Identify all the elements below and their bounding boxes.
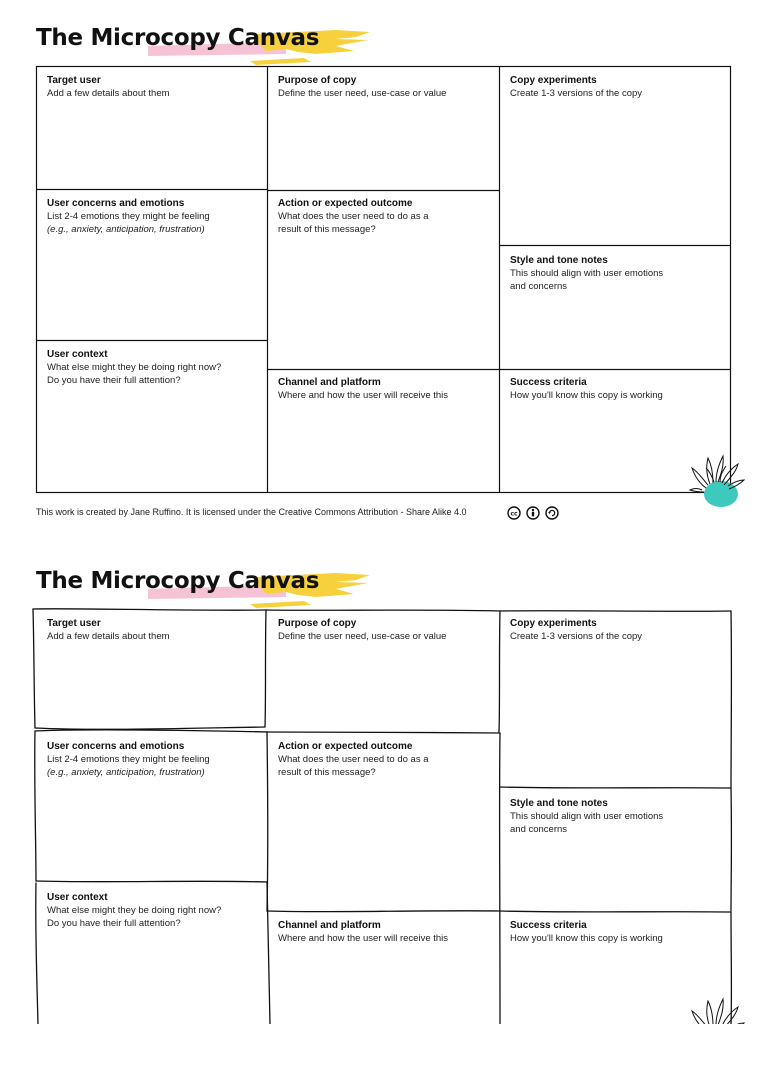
cell-description: Define the user need, use-case or value	[278, 631, 447, 642]
cell-description: Where and how the user will receive this	[278, 933, 449, 944]
cell-action-outcome[interactable]	[278, 740, 429, 779]
cell-description: Add a few details about them	[47, 88, 170, 99]
cell-success-criteria[interactable]	[510, 376, 663, 402]
cell-heading: User context	[47, 349, 108, 360]
cell-description: Do you have their full attention?	[47, 375, 181, 386]
cell-description: What else might they be doing right now?	[47, 905, 222, 916]
cell-heading: User concerns and emotions	[47, 741, 185, 752]
cell-heading: Copy experiments	[510, 75, 597, 86]
cell-user-concerns[interactable]	[47, 740, 210, 779]
cell-description: What else might they be doing right now?	[47, 362, 222, 373]
cell-description: What does the user need to do as a	[278, 211, 429, 222]
sa-icon	[546, 507, 558, 519]
cell-description: and concerns	[510, 824, 568, 835]
cell-heading: Style and tone notes	[510, 798, 608, 809]
cc-license-badges	[507, 505, 563, 521]
cell-heading: Target user	[47, 75, 101, 86]
cell-copy-experiments[interactable]	[510, 74, 642, 100]
cell-target-user[interactable]	[47, 617, 170, 643]
cc-icon	[508, 507, 520, 519]
cell-style-tone[interactable]	[510, 254, 663, 293]
cell-heading: Channel and platform	[278, 377, 381, 388]
license-footer: This work is created by Jane Ruffino. It is licensed under the Creative Commons Attribution - Share Alike 4.0	[36, 507, 467, 517]
cell-description: How you'll know this copy is working	[510, 933, 663, 944]
cell-heading: User context	[47, 892, 108, 903]
cell-heading: Channel and platform	[278, 920, 381, 931]
cell-purpose-of-copy[interactable]	[278, 74, 446, 100]
cell-description: This should align with user emotions	[510, 811, 664, 822]
cell-user-context[interactable]	[47, 348, 221, 387]
cell-description: Define the user need, use-case or value	[278, 88, 447, 99]
cell-target-user[interactable]	[47, 74, 170, 100]
microcopy-canvas-sketch	[0, 543, 768, 1086]
cell-heading: Success criteria	[510, 377, 587, 388]
cell-heading: Action or expected outcome	[278, 198, 413, 209]
cell-example: (e.g., anxiety, anticipation, frustration)	[47, 767, 205, 778]
cell-description: Create 1-3 versions of the copy	[510, 88, 643, 99]
cell-example: (e.g., anxiety, anticipation, frustration)	[47, 224, 205, 235]
cell-action-outcome[interactable]	[278, 197, 429, 236]
cell-heading: Purpose of copy	[278, 75, 357, 86]
cell-heading: Style and tone notes	[510, 255, 608, 266]
cell-success-criteria[interactable]	[510, 919, 663, 945]
cell-heading: Action or expected outcome	[278, 741, 413, 752]
cell-user-concerns[interactable]	[47, 197, 210, 236]
cell-description: List 2-4 emotions they might be feeling	[47, 754, 210, 765]
cell-channel-platform[interactable]	[278, 376, 448, 402]
canvas-title: The Microcopy Canvas	[36, 25, 320, 51]
cell-heading: Target user	[47, 618, 101, 629]
cell-copy-experiments[interactable]	[510, 617, 642, 643]
cell-description: Do you have their full attention?	[47, 918, 181, 929]
by-icon	[527, 507, 539, 519]
cell-description: List 2-4 emotions they might be feeling	[47, 211, 210, 222]
cell-heading: User concerns and emotions	[47, 198, 185, 209]
cell-description: How you'll know this copy is working	[510, 390, 663, 401]
cell-channel-platform[interactable]	[278, 919, 448, 945]
cell-purpose-of-copy[interactable]	[278, 617, 446, 643]
plant-illustration	[688, 995, 748, 1024]
cell-description: and concerns	[510, 281, 568, 292]
cell-heading: Success criteria	[510, 920, 587, 931]
cell-description: Where and how the user will receive this	[278, 390, 449, 401]
cell-heading: Copy experiments	[510, 618, 597, 629]
cell-description: What does the user need to do as a	[278, 754, 429, 765]
cell-user-context[interactable]	[47, 891, 221, 930]
cell-description: result of this message?	[278, 224, 376, 235]
canvas-title: The Microcopy Canvas	[36, 568, 320, 594]
canvas-grid-sketch	[0, 543, 768, 1024]
cell-description: Add a few details about them	[47, 631, 170, 642]
cell-description: result of this message?	[278, 767, 376, 778]
cell-description: This should align with user emotions	[510, 268, 664, 279]
svg-text:cc: cc	[510, 510, 518, 518]
plant-illustration	[688, 452, 748, 508]
cell-heading: Purpose of copy	[278, 618, 357, 629]
cell-description: Create 1-3 versions of the copy	[510, 631, 643, 642]
cell-style-tone[interactable]	[510, 797, 663, 836]
